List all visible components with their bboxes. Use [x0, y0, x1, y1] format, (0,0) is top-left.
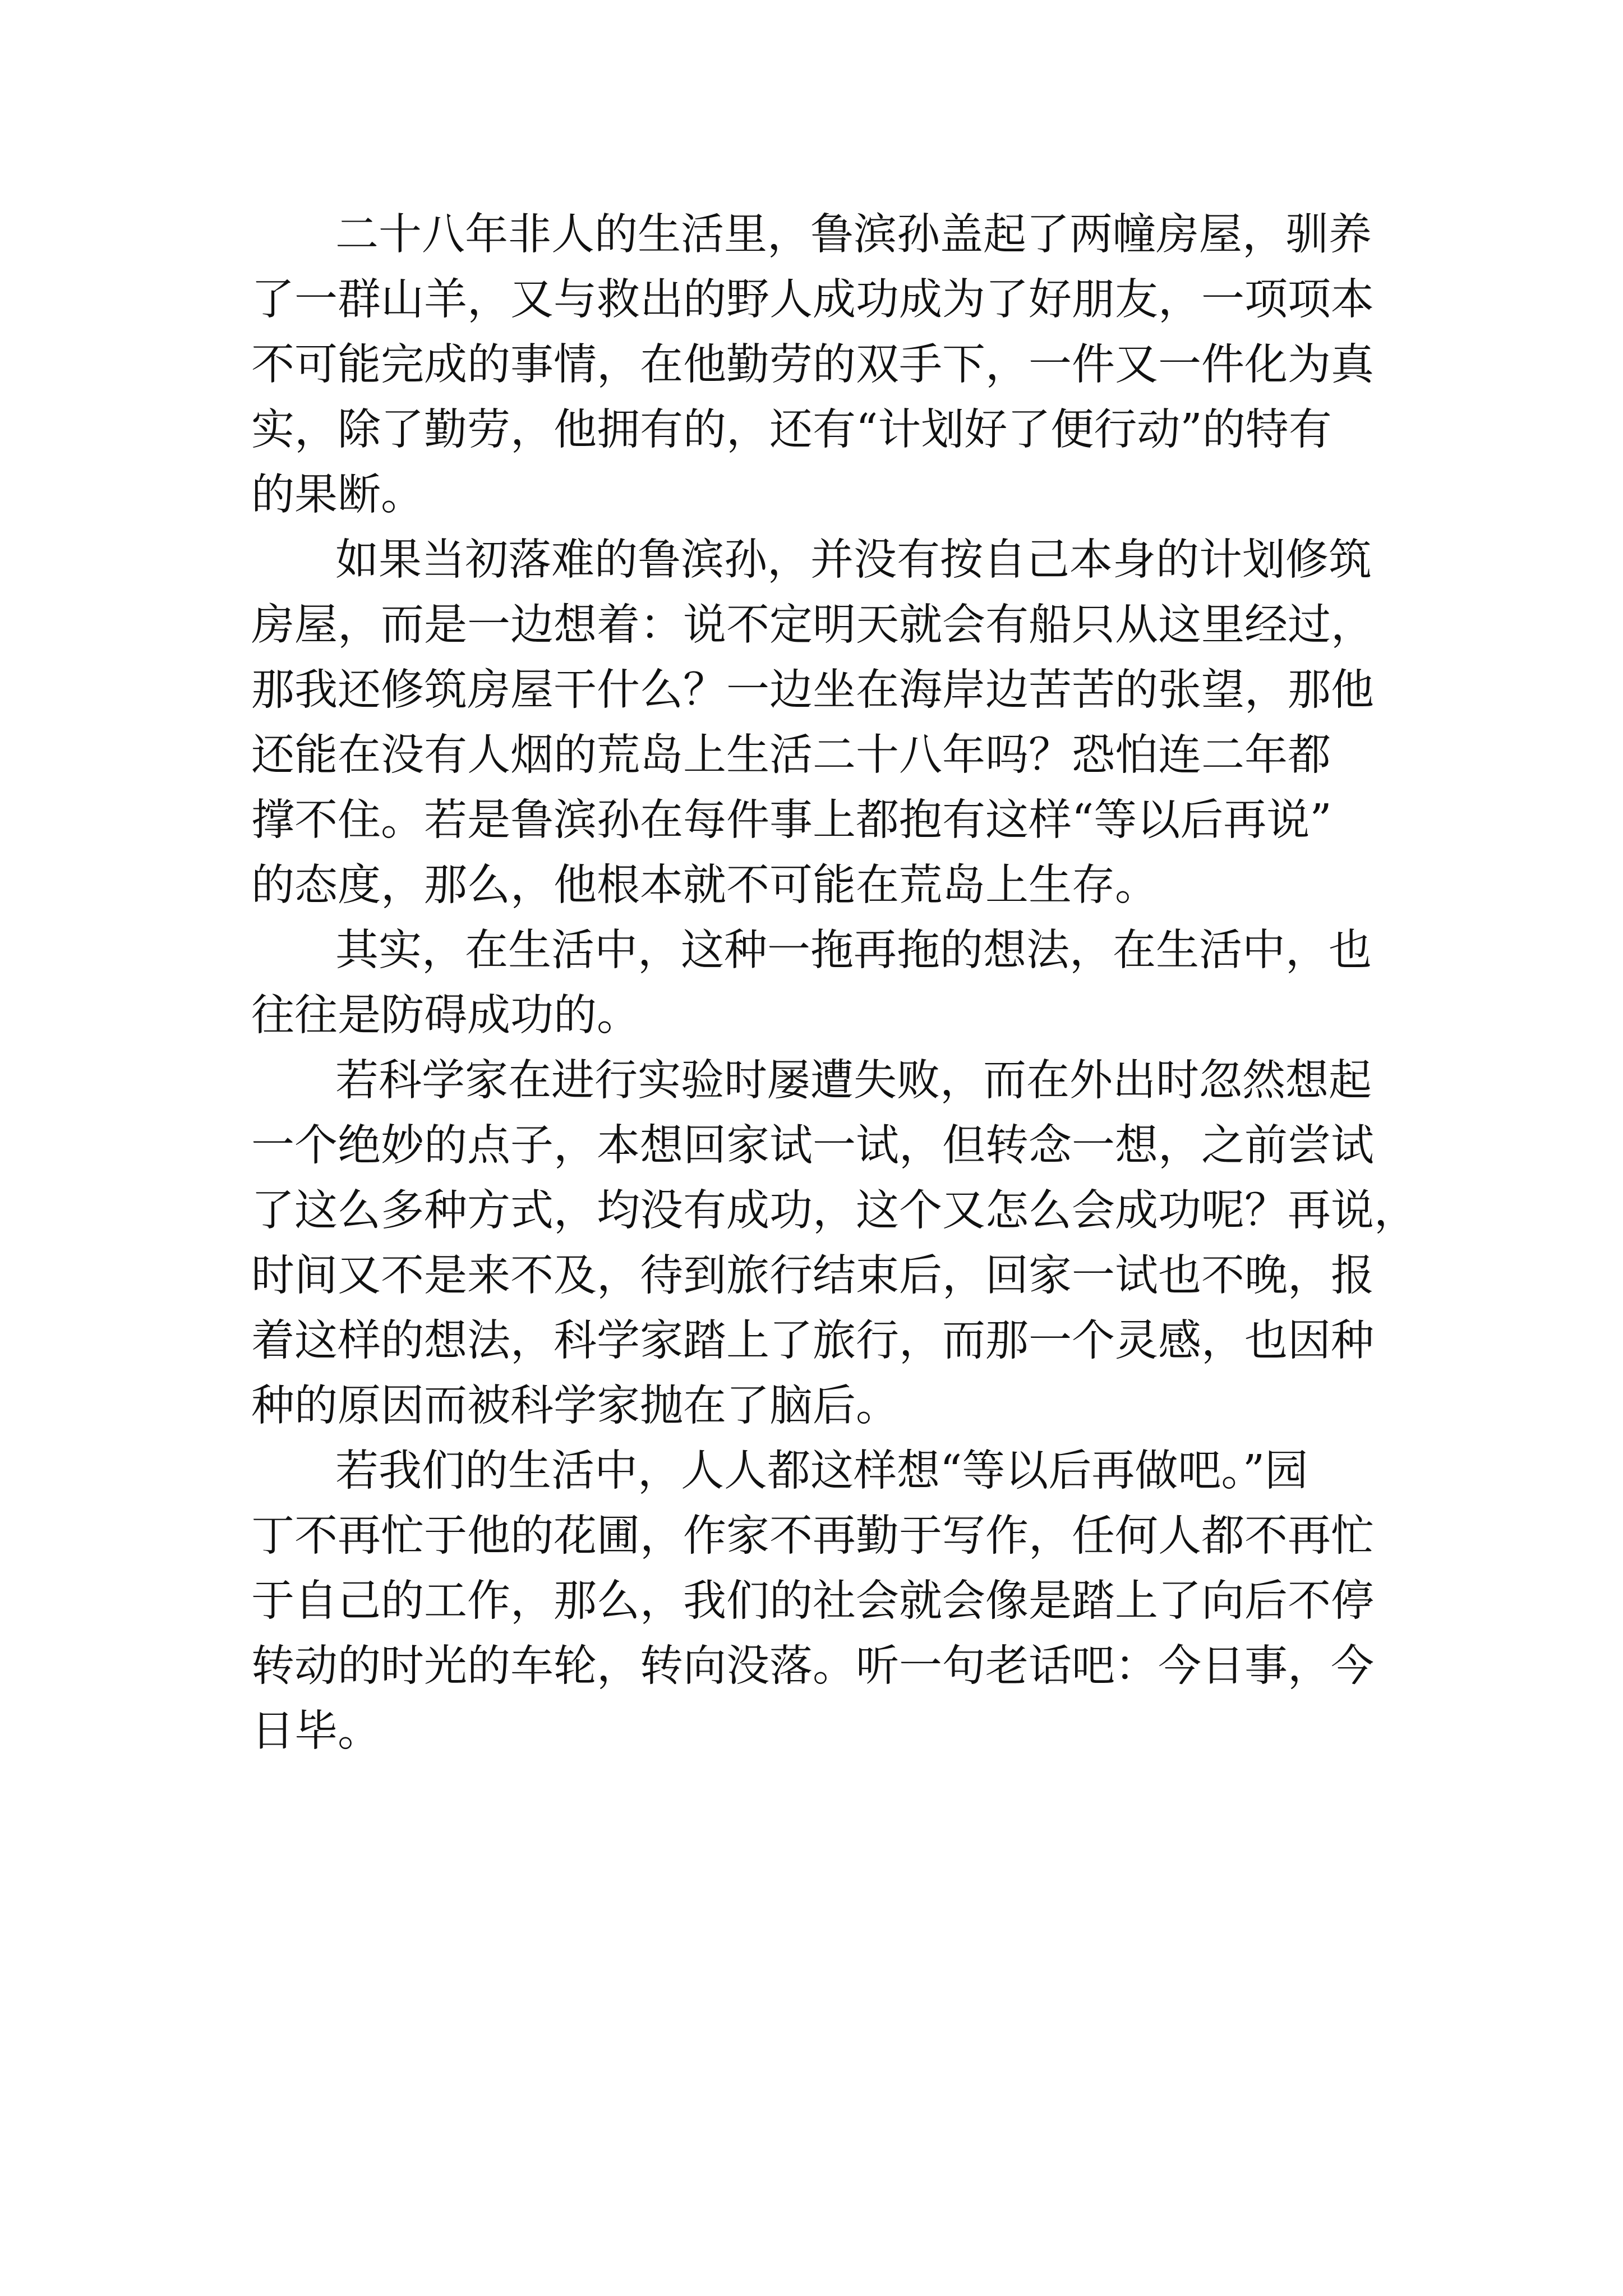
- text-line: 还能在没有人烟的荒岛上生活二十八年吗？恐怕连二年都: [251, 730, 1331, 780]
- text-line: 时间又不是来不及，待到旅行结束后，回家一试也不晚，报: [251, 1251, 1374, 1301]
- text-line: 往往是防碍成功的。: [251, 991, 640, 1041]
- text-line: 那我还修筑房屋干什么？一边坐在海岸边苦苦的张望，那他: [251, 665, 1374, 715]
- text-line: 着这样的想法，科学家踏上了旅行，而那一个灵感，也因种: [251, 1316, 1374, 1366]
- text-line: 若科学家在进行实验时屡遭失败，而在外出时忽然想起: [335, 1056, 1372, 1106]
- text-line: 日毕。: [251, 1706, 381, 1756]
- text-line: 二十八年非人的生活里，鲁滨孙盖起了两幢房屋，驯养: [335, 210, 1372, 260]
- text-line: 房屋，而是一边想着：说不定明天就会有船只从这里经过，: [251, 600, 1374, 650]
- text-line: 了这么多种方式，均没有成功，这个又怎么会成功呢？再说，: [251, 1186, 1417, 1236]
- text-line: 如果当初落难的鲁滨孙，并没有按自己本身的计划修筑: [335, 535, 1372, 585]
- text-line: 的态度，那么，他根本就不可能在荒岛上生存。: [251, 861, 1158, 910]
- text-line: 若我们的生活中，人人都这样想“等以后再做吧。”园: [335, 1446, 1308, 1496]
- text-line: 不可能完成的事情，在他勤劳的双手下，一件又一件化为真: [251, 340, 1374, 390]
- text-line: 其实，在生活中，这种一拖再拖的想法，在生活中，也: [335, 926, 1372, 976]
- text-line: 转动的时光的车轮，转向没落。听一句老话吧：今日事，今: [251, 1641, 1374, 1691]
- text-line: 一个绝妙的点子，本想回家试一试，但转念一想，之前尝试: [251, 1121, 1374, 1171]
- text-line: 丁不再忙于他的花圃，作家不再勤于写作，任何人都不再忙: [251, 1511, 1374, 1561]
- text-line: 种的原因而被科学家抛在了脑后。: [251, 1381, 899, 1431]
- text-line: 了一群山羊，又与救出的野人成功成为了好朋友，一项项本: [251, 275, 1374, 325]
- text-line: 的果断。: [251, 470, 424, 520]
- text-line: 实，除了勤劳，他拥有的，还有“计划好了便行动”的特有: [251, 405, 1332, 455]
- text-line: 于自己的工作，那么，我们的社会就会像是踏上了向后不停: [251, 1576, 1374, 1626]
- text-line: 撑不住。若是鲁滨孙在每件事上都抱有这样“等以后再说”: [251, 795, 1332, 845]
